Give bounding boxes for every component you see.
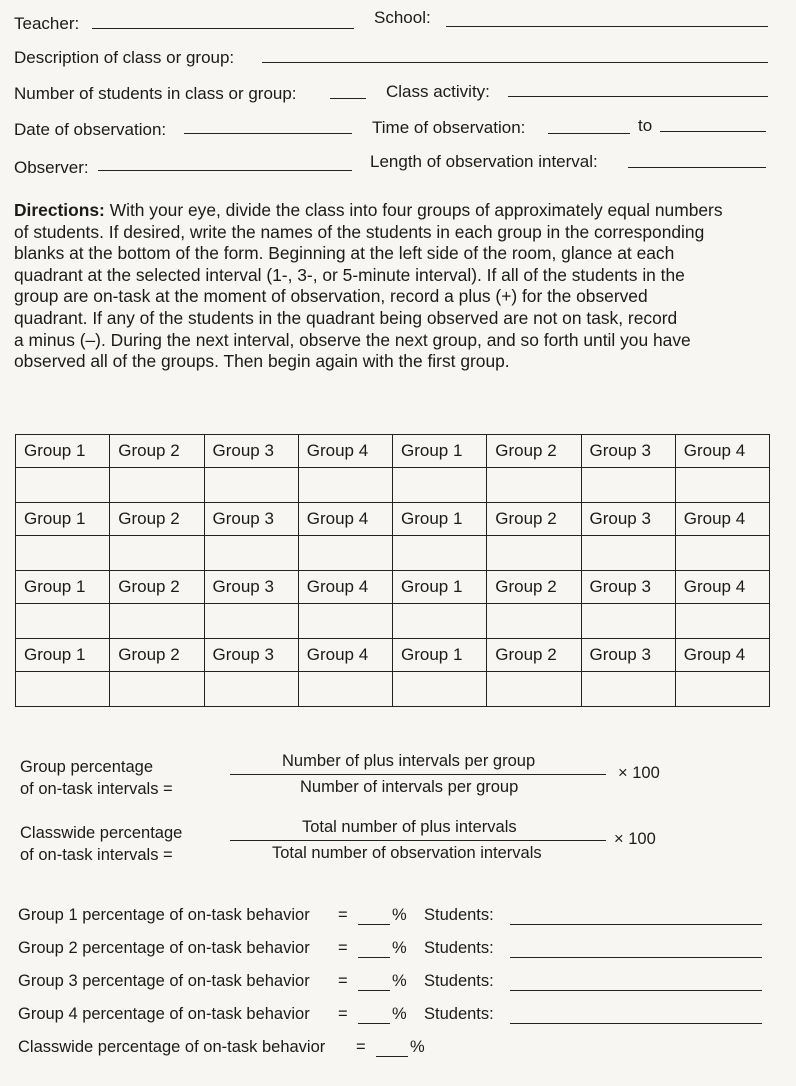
- group-1-percentage-label: Group 1 percentage of on-task behavior: [18, 906, 310, 924]
- classwide-formula-label-2: of on-task intervals =: [20, 846, 173, 864]
- fraction-bar: [230, 774, 606, 775]
- date-label: Date of observation:: [14, 120, 167, 139]
- classwide-percentage-field[interactable]: [376, 1056, 408, 1057]
- group-2-students-field[interactable]: [510, 957, 762, 958]
- directions-line: a minus (–). During the next interval, observe the next group, and so forth until you have: [14, 329, 691, 350]
- group-label-cell: Group 2: [110, 571, 204, 604]
- group-2-percentage-label: Group 2 percentage of on-task behavior: [18, 939, 310, 957]
- record-cell[interactable]: [110, 468, 204, 503]
- group-label-cell: Group 1: [16, 503, 110, 536]
- observer-label: Observer:: [14, 158, 89, 177]
- directions-line: quadrant. If any of the students in the quadrant being observed are not on task, record: [14, 307, 678, 328]
- grid-record-row: [16, 672, 770, 707]
- students-label: Students:: [424, 906, 494, 924]
- grid-record-row: [16, 604, 770, 639]
- grid-label-row: [16, 435, 770, 468]
- directions-paragraph: [14, 200, 784, 373]
- record-cell[interactable]: [487, 536, 581, 571]
- record-cell[interactable]: [204, 672, 298, 707]
- group-formula-label-1: Group percentage: [20, 758, 154, 776]
- directions-line: of students. If desired, write the names of the students in each group in the corresponding: [14, 221, 705, 242]
- record-cell[interactable]: [393, 468, 487, 503]
- directions-line: observed all of the groups. Then begin again with the first group.: [14, 351, 510, 372]
- num-students-field[interactable]: [330, 98, 366, 99]
- teacher-label: Teacher:: [14, 14, 80, 33]
- group-label-cell: Group 2: [110, 435, 204, 468]
- percent-sign: %: [410, 1038, 425, 1056]
- grid-label-row: [16, 639, 770, 672]
- description-label: Description of class or group:: [14, 48, 235, 67]
- grid-label-row: [16, 503, 770, 536]
- group-label-cell: Group 4: [675, 639, 769, 672]
- record-cell[interactable]: [675, 536, 769, 571]
- group-label-cell: Group 1: [393, 639, 487, 672]
- group-label-cell: Group 1: [393, 503, 487, 536]
- class-activity-field[interactable]: [508, 96, 768, 97]
- group-label-cell: Group 3: [204, 639, 298, 672]
- equals-sign: =: [338, 906, 348, 924]
- observer-field[interactable]: [98, 170, 352, 171]
- group-3-students-field[interactable]: [510, 990, 762, 991]
- group-label-cell: Group 4: [675, 571, 769, 604]
- group-label-cell: Group 1: [393, 571, 487, 604]
- directions-line: quadrant at the selected interval (1-, 3-, or 5-minute interval). If all of the students in the: [14, 264, 685, 285]
- group-label-cell: Group 1: [16, 435, 110, 468]
- record-cell[interactable]: [675, 672, 769, 707]
- group-label-cell: Group 3: [204, 503, 298, 536]
- group-3-percentage-field[interactable]: [358, 990, 390, 991]
- group-label-cell: Group 3: [581, 571, 675, 604]
- group-label-cell: Group 1: [393, 435, 487, 468]
- group-label-cell: Group 4: [298, 435, 392, 468]
- group-label-cell: Group 2: [487, 435, 581, 468]
- record-cell[interactable]: [581, 604, 675, 639]
- record-cell[interactable]: [393, 604, 487, 639]
- group-formula-numerator: Number of plus intervals per group: [282, 752, 536, 770]
- interval-field[interactable]: [628, 167, 766, 168]
- to-label: to: [638, 116, 653, 135]
- time-label: Time of observation:: [372, 118, 526, 137]
- description-field[interactable]: [262, 62, 768, 63]
- classwide-formula-label-1: Classwide percentage: [20, 824, 183, 842]
- group-formula-label-2: of on-task intervals =: [20, 780, 173, 798]
- group-label-cell: Group 4: [675, 435, 769, 468]
- group-formula-denominator: Number of intervals per group: [300, 778, 519, 796]
- group-label-cell: Group 3: [581, 435, 675, 468]
- group-label-cell: Group 2: [110, 503, 204, 536]
- directions-heading: Directions:: [14, 200, 105, 220]
- group-3-percentage-label: Group 3 percentage of on-task behavior: [18, 972, 310, 990]
- group-label-cell: Group 2: [110, 639, 204, 672]
- record-cell[interactable]: [675, 604, 769, 639]
- group-label-cell: Group 4: [298, 503, 392, 536]
- group-label-cell: Group 3: [581, 639, 675, 672]
- record-cell[interactable]: [204, 468, 298, 503]
- group-label-cell: Group 1: [16, 571, 110, 604]
- record-cell[interactable]: [16, 468, 110, 503]
- interval-label: Length of observation interval:: [370, 152, 598, 171]
- teacher-field[interactable]: [92, 28, 354, 29]
- classwide-percentage-label: Classwide percentage of on-task behavior: [18, 1038, 326, 1056]
- group-label-cell: Group 4: [298, 571, 392, 604]
- record-cell[interactable]: [581, 536, 675, 571]
- record-cell[interactable]: [393, 536, 487, 571]
- record-cell[interactable]: [110, 604, 204, 639]
- group-label-cell: Group 3: [204, 571, 298, 604]
- grid-record-row: [16, 536, 770, 571]
- time-end-field[interactable]: [660, 131, 766, 132]
- fraction-bar: [230, 840, 606, 841]
- students-label: Students:: [424, 1005, 494, 1023]
- record-cell[interactable]: [581, 672, 675, 707]
- record-cell[interactable]: [110, 536, 204, 571]
- class-activity-label: Class activity:: [386, 82, 490, 101]
- group-label-cell: Group 3: [581, 503, 675, 536]
- equals-sign: =: [338, 972, 348, 990]
- group-label-cell: Group 2: [487, 571, 581, 604]
- group-label-cell: Group 2: [487, 639, 581, 672]
- group-1-percentage-field[interactable]: [358, 924, 390, 925]
- classwide-formula-numerator: Total number of plus intervals: [302, 818, 517, 836]
- group-2-percentage-field[interactable]: [358, 957, 390, 958]
- school-label: School:: [374, 8, 431, 27]
- record-cell[interactable]: [204, 604, 298, 639]
- classwide-formula-denominator: Total number of observation intervals: [272, 844, 542, 862]
- classwide-formula-multiplier: × 100: [614, 830, 656, 848]
- group-1-students-field[interactable]: [510, 924, 762, 925]
- students-label: Students:: [424, 972, 494, 990]
- school-field[interactable]: [446, 26, 768, 27]
- equals-sign: =: [356, 1038, 366, 1056]
- percent-sign: %: [392, 906, 407, 924]
- record-cell[interactable]: [298, 468, 392, 503]
- record-cell[interactable]: [298, 604, 392, 639]
- group-formula-multiplier: × 100: [618, 764, 660, 782]
- directions-line: With your eye, divide the class into four groups of approximately equal numbers: [109, 200, 723, 220]
- record-cell[interactable]: [298, 672, 392, 707]
- num-students-label: Number of students in class or group:: [14, 84, 297, 103]
- group-label-cell: Group 2: [487, 503, 581, 536]
- grid-record-row: [16, 468, 770, 503]
- record-cell[interactable]: [393, 672, 487, 707]
- record-cell[interactable]: [487, 604, 581, 639]
- record-cell[interactable]: [487, 672, 581, 707]
- record-cell[interactable]: [487, 468, 581, 503]
- group-label-cell: Group 4: [675, 503, 769, 536]
- record-cell[interactable]: [16, 536, 110, 571]
- group-label-cell: Group 3: [204, 435, 298, 468]
- record-cell[interactable]: [675, 468, 769, 503]
- date-field[interactable]: [184, 133, 352, 134]
- group-4-percentage-field[interactable]: [358, 1023, 390, 1024]
- equals-sign: =: [338, 939, 348, 957]
- time-start-field[interactable]: [548, 133, 630, 134]
- percent-sign: %: [392, 972, 407, 990]
- group-4-percentage-label: Group 4 percentage of on-task behavior: [18, 1005, 310, 1023]
- group-label-cell: Group 4: [298, 639, 392, 672]
- students-label: Students:: [424, 939, 494, 957]
- record-cell[interactable]: [204, 536, 298, 571]
- record-cell[interactable]: [16, 604, 110, 639]
- record-cell[interactable]: [16, 672, 110, 707]
- record-cell[interactable]: [298, 536, 392, 571]
- observation-grid: [15, 434, 770, 707]
- directions-line: blanks at the bottom of the form. Beginning at the left side of the room, glance at each: [14, 243, 675, 264]
- equals-sign: =: [338, 1005, 348, 1023]
- percent-sign: %: [392, 939, 407, 957]
- record-cell[interactable]: [110, 672, 204, 707]
- directions-line: group are on-task at the moment of observation, record a plus (+) for the observed: [14, 286, 648, 307]
- group-4-students-field[interactable]: [510, 1023, 762, 1024]
- grid-label-row: [16, 571, 770, 604]
- record-cell[interactable]: [581, 468, 675, 503]
- group-label-cell: Group 1: [16, 639, 110, 672]
- percent-sign: %: [392, 1005, 407, 1023]
